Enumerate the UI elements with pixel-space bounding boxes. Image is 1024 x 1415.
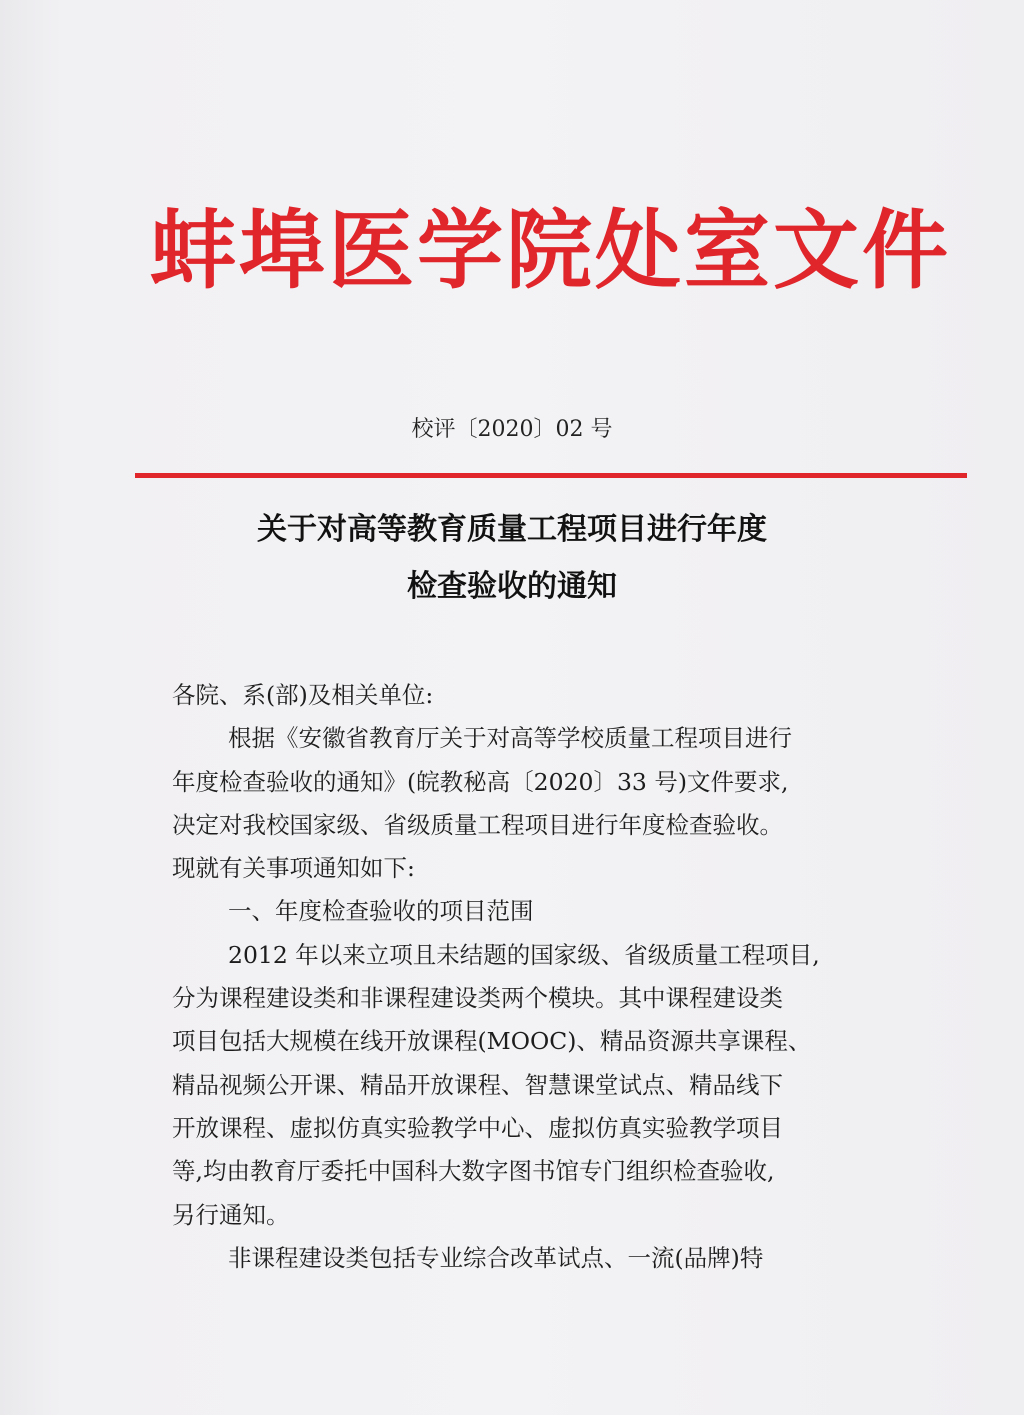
masthead-title: 蚌埠医学院处室文件 [150, 201, 951, 301]
notice-title-line-2: 检查验收的通知 [407, 569, 617, 604]
body-line: 项目包括大规模在线开放课程(MOOC)、精品资源共享课程、 [172, 1027, 812, 1056]
body-line: 精品视频公开课、精品开放课程、智慧课堂试点、精品线下 [172, 1070, 783, 1099]
red-divider-rule [135, 473, 967, 478]
body-line: 另行通知。 [172, 1200, 290, 1229]
body-line: 2012 年以来立项且未结题的国家级、省级质量工程项目, [228, 940, 820, 969]
notice-body [172, 674, 912, 1280]
body-line: 等,均由教育厅委托中国科大数字图书馆专门组织检查验收, [172, 1157, 775, 1186]
section-heading: 一、年度检查验收的项目范围 [228, 897, 534, 926]
salutation-line: 各院、系(部)及相关单位: [172, 681, 434, 709]
body-line: 分为课程建设类和非课程建设类两个模块。其中课程建设类 [172, 984, 783, 1013]
body-line: 决定对我校国家级、省级质量工程项目进行年度检查验收。 [172, 810, 783, 839]
body-line: 现就有关事项通知如下: [172, 854, 415, 883]
body-line: 开放课程、虚拟仿真实验教学中心、虚拟仿真实验教学项目 [172, 1113, 783, 1142]
body-line: 年度检查验收的通知》(皖教秘高〔2020〕33 号)文件要求, [172, 767, 789, 796]
body-line: 根据《安徽省教育厅关于对高等学校质量工程项目进行 [228, 724, 792, 753]
notice-title-line-1: 关于对高等教育质量工程项目进行年度 [257, 512, 767, 547]
body-line: 非课程建设类包括专业综合改革试点、一流(品牌)特 [228, 1243, 764, 1272]
document-number: 校评〔2020〕02 号 [411, 417, 613, 442]
